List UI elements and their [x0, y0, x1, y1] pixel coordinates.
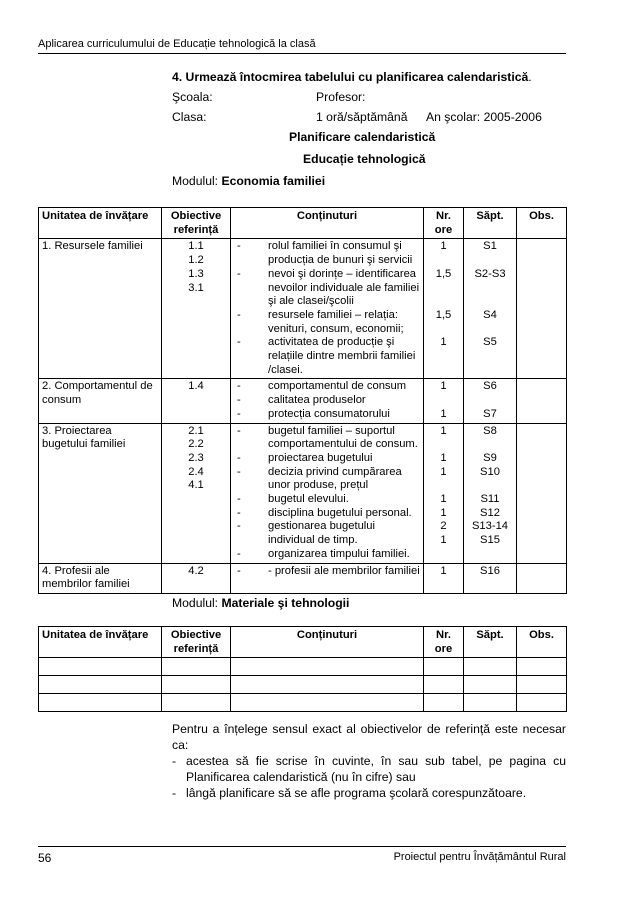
- content-item: - bugetul familiei – suportul comportamentului de consum.: [234, 425, 420, 452]
- note-block: [172, 721, 566, 801]
- objectives-cell: [162, 379, 231, 423]
- hours-value: [427, 548, 460, 562]
- week-value: [467, 479, 513, 493]
- hours-value: 1: [440, 493, 447, 506]
- school-label: Şcoala:: [172, 90, 213, 104]
- objectives-cell: [162, 423, 231, 563]
- week-value: [467, 548, 513, 562]
- week-value: S2-S3: [474, 267, 506, 280]
- teacher-label: Profesor:: [316, 90, 366, 104]
- objective-code: 2.3: [188, 451, 204, 464]
- contents-cell: [231, 379, 424, 423]
- hours-value: 1: [440, 564, 447, 577]
- hours-value: 1: [440, 424, 447, 437]
- week-value: S12: [480, 506, 500, 519]
- table-row: [39, 239, 567, 379]
- content-item: - gestionarea bugetului individual de timp.: [234, 520, 420, 547]
- page-number: 56: [38, 851, 52, 865]
- content-item: - comportamentul de consum: [234, 380, 420, 394]
- content-item: - proiectarea bugetului: [234, 452, 420, 466]
- hours-cell: [424, 563, 464, 593]
- module2-caption: Modulul: Materiale şi tehnologii: [172, 596, 350, 610]
- unit-cell: 1. Resursele familiei: [39, 239, 162, 379]
- content-item: - disciplina bugetului personal.: [234, 507, 420, 521]
- content-item: - calitatea produselor: [234, 394, 420, 408]
- hours-value: [427, 438, 460, 452]
- week-value: S8: [483, 424, 497, 437]
- objective-code: 2.4: [188, 465, 204, 478]
- week-value: S13-14: [471, 520, 509, 533]
- week-value: [467, 438, 513, 452]
- objective-code: 2.1: [188, 424, 204, 437]
- hours-cell: [424, 423, 464, 563]
- hours-value: 1: [440, 534, 447, 547]
- subject-title: Educație tehnologică: [303, 152, 426, 166]
- obs-cell: [517, 239, 567, 379]
- col-weeks: Săpt.: [464, 208, 517, 239]
- empty-row: [39, 658, 567, 676]
- week-value: [467, 350, 513, 364]
- col-objectives: Obiective referință: [162, 208, 231, 239]
- hours-value: 1: [440, 506, 447, 519]
- week-value: S16: [480, 564, 500, 577]
- col-unit: Unitatea de învățare: [39, 208, 162, 239]
- week-value: S1: [483, 240, 497, 253]
- class-label: Clasa:: [172, 110, 207, 124]
- obs-cell: [517, 563, 567, 593]
- content-item: - nevoi şi dorințe – identificarea nevoilor individuale ale familiei şi ale clasei/şcolii: [234, 268, 420, 309]
- module1-caption: Modulul: Economia familiei: [172, 174, 326, 188]
- footer-rule: [38, 846, 566, 847]
- col-weeks: Săpt.: [464, 627, 517, 658]
- year-info: An şcolar: 2005-2006: [426, 110, 542, 124]
- hours-value: 1: [440, 465, 447, 478]
- week-value: S6: [483, 380, 497, 393]
- hours-value: [427, 350, 460, 364]
- hours-value: [427, 394, 460, 408]
- note-item: - acestea să fie scrise în cuvinte, în sau sub tabel, pe pagina cu Planificarea calendaristică (nu în cifre) sau: [172, 754, 566, 784]
- unit-cell: 2. Comportamentul de consum: [39, 379, 162, 423]
- hours-value: [427, 323, 460, 337]
- weeks-cell: [464, 423, 517, 563]
- hours-value: [427, 479, 460, 493]
- weeks-cell: [464, 379, 517, 423]
- hours-value: 1,5: [435, 267, 452, 280]
- hours-value: 1: [440, 380, 447, 393]
- task-heading: 4. Urmează întocmirea tabelului cu planificarea calendaristică.: [172, 70, 532, 84]
- col-obs: Obs.: [517, 627, 567, 658]
- unit-cell: 4. Profesii ale membrilor familiei: [39, 563, 162, 593]
- content-item: - bugetul elevului.: [234, 493, 420, 507]
- week-value: S5: [483, 336, 497, 349]
- objective-code: 2.2: [188, 438, 204, 451]
- col-objectives: Obiective referință: [162, 627, 231, 658]
- note-intro: Pentru a înțelege sensul exact al obiectivelor de referință este necesar ca:: [172, 722, 566, 752]
- empty-row: [39, 676, 567, 694]
- objective-code: 4.1: [188, 479, 204, 492]
- hours-cell: [424, 239, 464, 379]
- contents-cell: [231, 423, 424, 563]
- col-unit: Unitatea de învățare: [39, 627, 162, 658]
- week-value: S10: [480, 465, 500, 478]
- objective-code: 1.1: [188, 240, 204, 253]
- table-row: [39, 379, 567, 423]
- week-value: [467, 394, 513, 408]
- content-item: - - profesii ale membrilor familiei: [234, 565, 420, 579]
- objective-code: 4.2: [188, 564, 204, 577]
- header-rule: [38, 53, 566, 54]
- hours-value: [427, 295, 460, 309]
- col-hours: Nr. ore: [424, 208, 464, 239]
- contents-cell: [231, 563, 424, 593]
- hours-value: 1: [440, 336, 447, 349]
- col-contents: Conținuturi: [231, 627, 424, 658]
- weeks-cell: [464, 563, 517, 593]
- plan-title: Planificare calendaristică: [289, 130, 436, 144]
- content-item: - protecția consumatorului: [234, 408, 420, 422]
- hours-info: 1 oră/săptămână: [316, 110, 408, 124]
- table-row: [39, 423, 567, 563]
- hours-value: 1: [440, 240, 447, 253]
- content-item: - rolul familiei în consumul şi producția de bunuri şi servicii: [234, 240, 420, 267]
- hours-value: 1: [440, 451, 447, 464]
- week-value: S4: [483, 308, 497, 321]
- obs-cell: [517, 423, 567, 563]
- table-row: [39, 563, 567, 593]
- col-hours: Nr. ore: [424, 627, 464, 658]
- objective-code: 1.3: [188, 267, 204, 280]
- note-item: - lângă planificare să se afle programa şcolară corespunzătoare.: [172, 786, 527, 800]
- col-contents: Conținuturi: [231, 208, 424, 239]
- weeks-cell: [464, 239, 517, 379]
- week-value: [467, 295, 513, 309]
- week-value: [467, 282, 513, 296]
- content-item: - resursele familiei – relația: venituri, consum, economii;: [234, 309, 420, 336]
- footer-title: Proiectul pentru Învățământul Rural: [393, 851, 566, 863]
- objective-code: 1.4: [188, 380, 204, 393]
- running-header: Aplicarea curriculumului de Educație tehnologică la clasă: [38, 38, 316, 50]
- hours-value: [427, 254, 460, 268]
- week-value: S7: [483, 407, 497, 420]
- hours-cell: [424, 379, 464, 423]
- week-value: S15: [480, 534, 500, 547]
- objectives-cell: [162, 563, 231, 593]
- hours-value: 1,5: [435, 308, 452, 321]
- week-value: [467, 364, 513, 378]
- unit-cell: 3. Proiectarea bugetului familiei: [39, 423, 162, 563]
- week-value: [467, 323, 513, 337]
- objective-code: 3.1: [188, 281, 204, 294]
- content-item: - organizarea timpului familiei.: [234, 548, 420, 562]
- obs-cell: [517, 379, 567, 423]
- content-item: - activitatea de producție şi relațiile dintre membrii familiei /clasei.: [234, 336, 420, 377]
- contents-cell: [231, 239, 424, 379]
- hours-value: 1: [440, 407, 447, 420]
- content-item: - decizia privind cumpărarea unor produse, prețul: [234, 466, 420, 493]
- hours-value: 2: [440, 520, 447, 533]
- week-value: S11: [480, 493, 500, 506]
- col-obs: Obs.: [517, 208, 567, 239]
- week-value: S9: [483, 451, 497, 464]
- module1-table: [38, 207, 567, 594]
- module2-table: [38, 626, 567, 712]
- objectives-cell: [162, 239, 231, 379]
- objective-code: 1.2: [188, 254, 204, 267]
- empty-row: [39, 694, 567, 712]
- week-value: [467, 254, 513, 268]
- hours-value: [427, 282, 460, 296]
- hours-value: [427, 364, 460, 378]
